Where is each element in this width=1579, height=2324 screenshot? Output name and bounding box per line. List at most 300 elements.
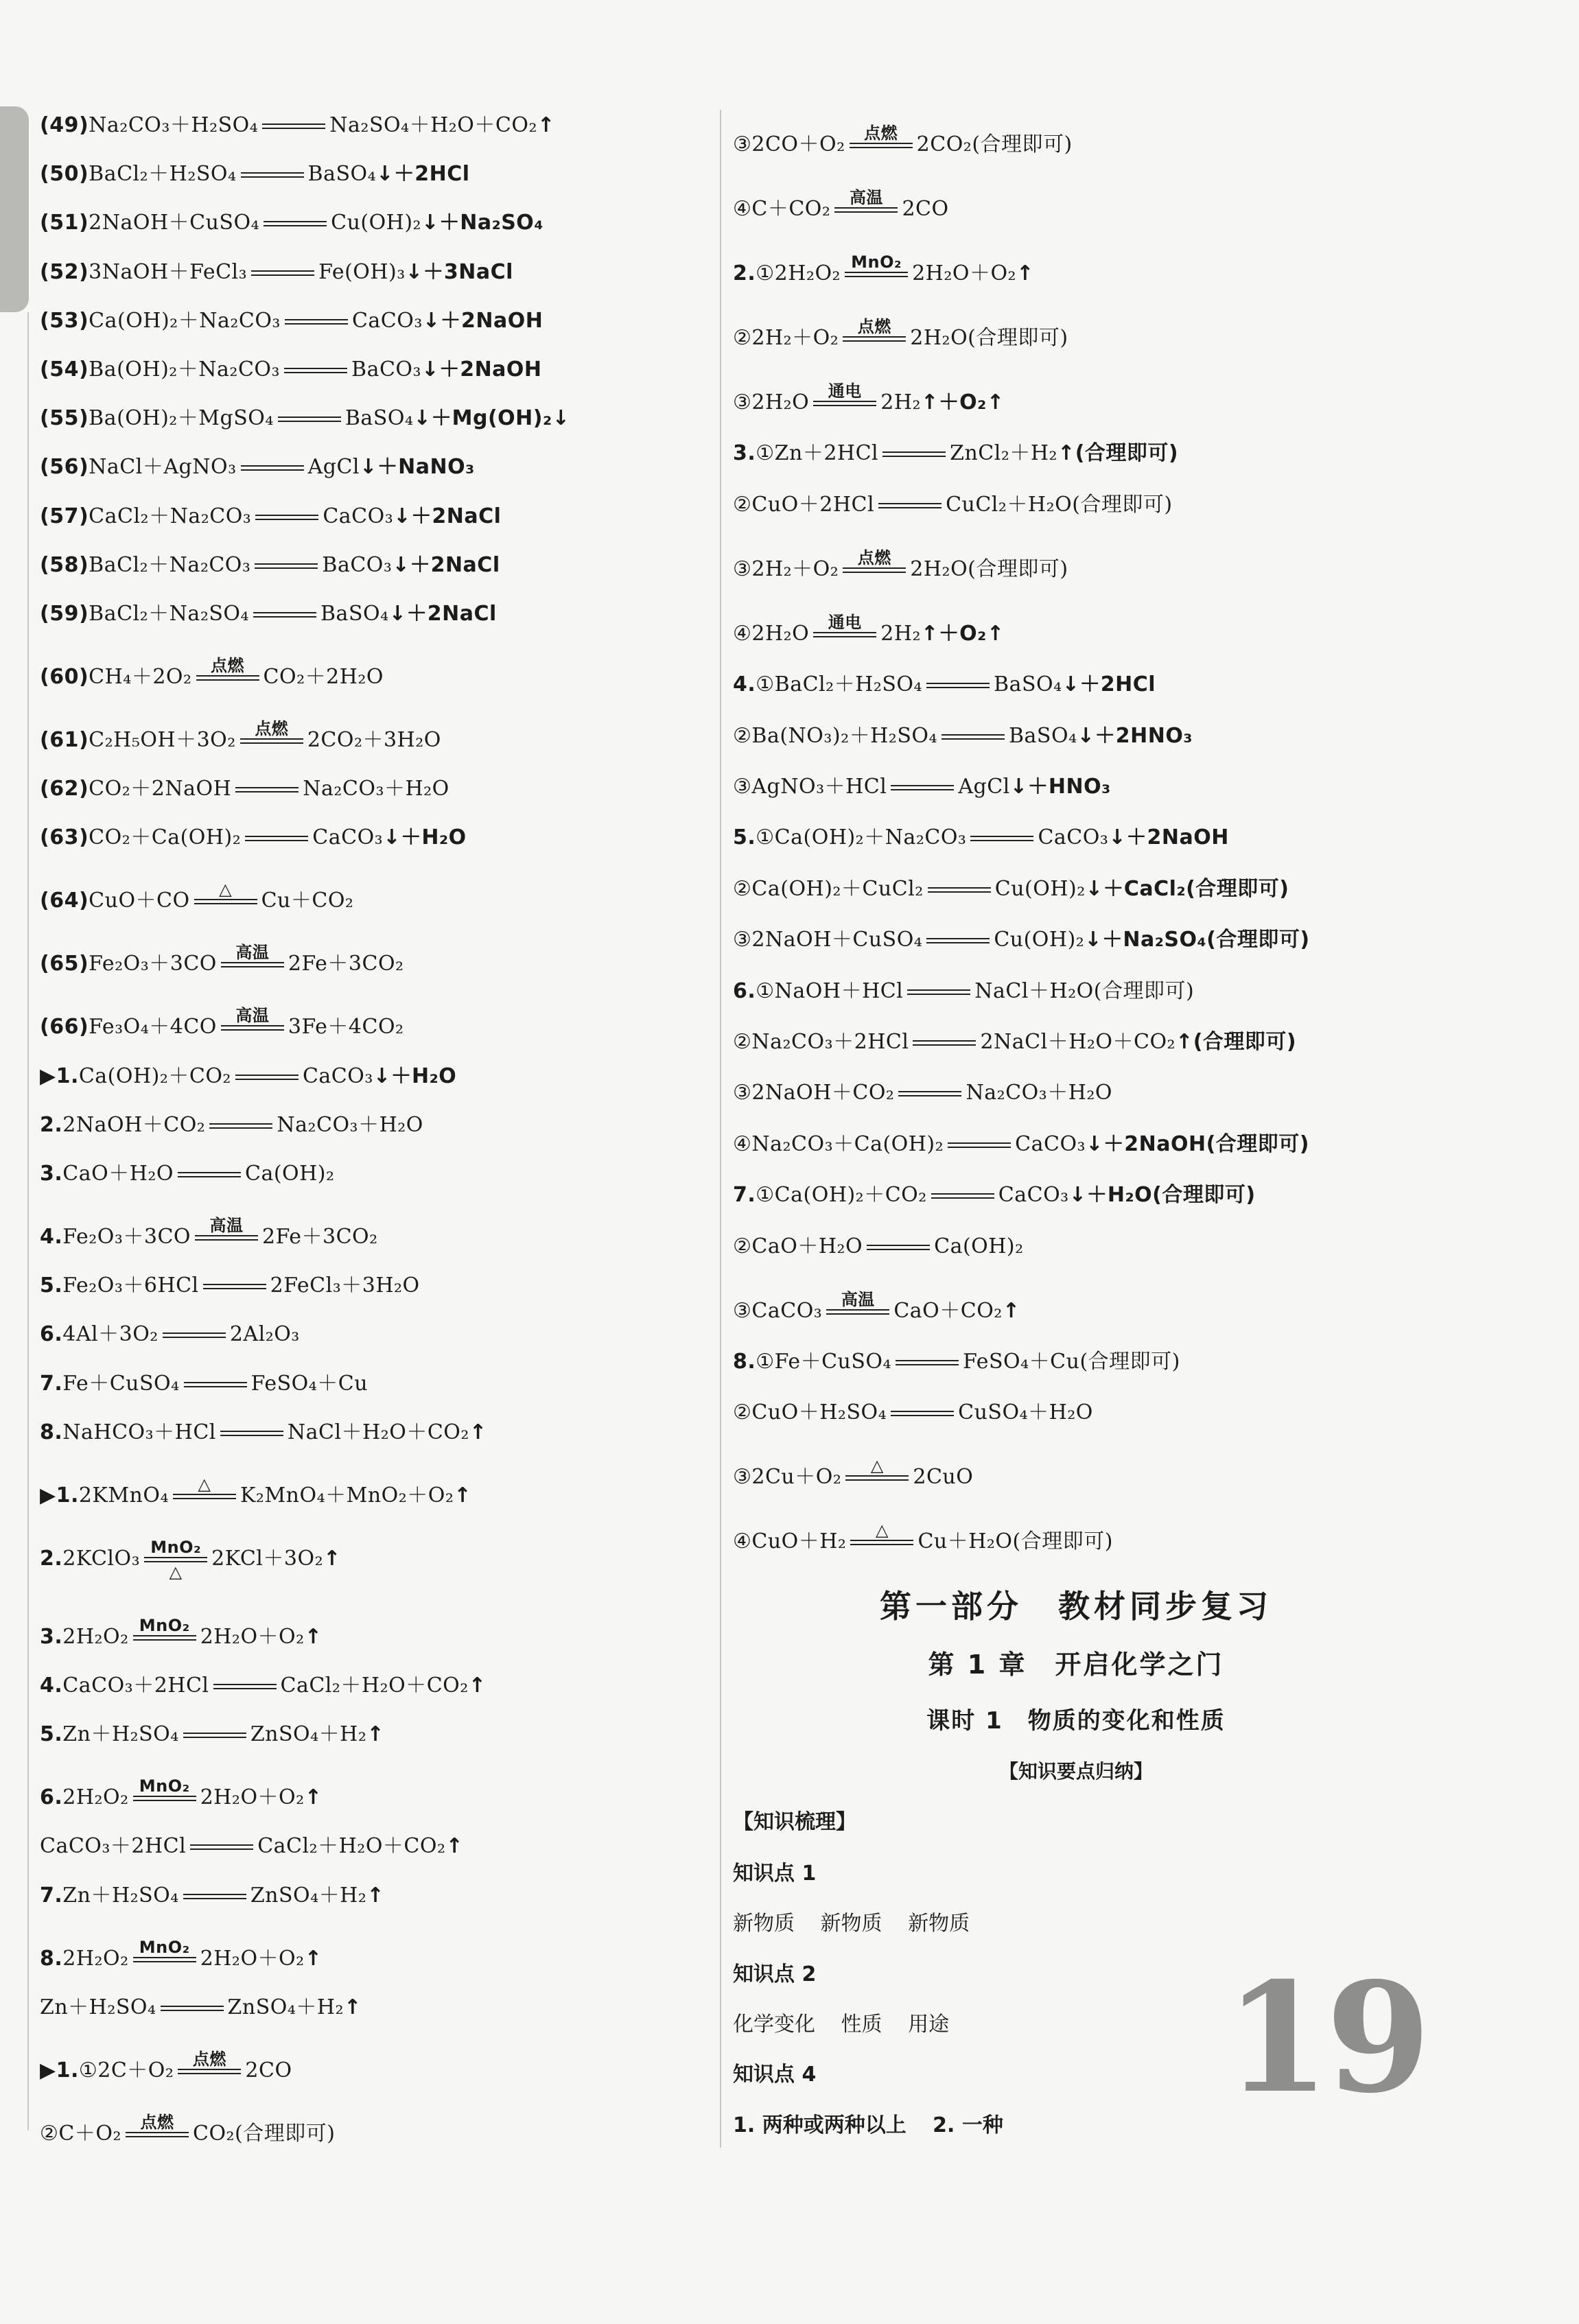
equation-label: 3. xyxy=(40,1624,63,1649)
products: 2H₂O＋O₂ xyxy=(912,261,1017,285)
equation-label: (61) xyxy=(40,728,89,752)
reaction-condition: MnO₂ xyxy=(851,253,902,272)
reaction-condition: MnO₂ xyxy=(139,1776,190,1796)
reactants: ①Ca(OH)₂＋Na₂CO₃ xyxy=(756,825,967,850)
reaction-condition: 高温 xyxy=(235,1006,270,1026)
reaction-equals-sign xyxy=(845,1456,909,1481)
products-tail: ↑ xyxy=(304,1946,323,1971)
equation-label: 8. xyxy=(40,1420,63,1444)
reaction-equals-sign xyxy=(928,887,991,893)
equation-line xyxy=(733,1185,1256,1206)
reactants: ①NaOH＋HCl xyxy=(756,978,904,1003)
reactants: ③2NaOH＋CuSO₄ xyxy=(733,928,923,952)
reactants: 4Al＋3O₂ xyxy=(62,1322,159,1347)
equation-label: (64) xyxy=(40,889,89,913)
equation-line xyxy=(733,1289,1020,1323)
kp2-answer: 化学变化 xyxy=(733,2012,815,2037)
equation-line xyxy=(733,188,949,221)
reaction-condition: 点燃 xyxy=(140,2112,174,2132)
reaction-equals-sign xyxy=(190,1844,253,1850)
reactants: ①Fe＋CuSO₄ xyxy=(756,1350,892,1374)
equation-line xyxy=(40,880,354,913)
reaction-equals-sign xyxy=(235,1075,299,1080)
chapter-title: 第 1 章 开启化学之门 xyxy=(928,1650,1224,1680)
equation-label: 8. xyxy=(40,1946,63,1971)
equation-line xyxy=(733,1236,1024,1257)
reaction-condition: 高温 xyxy=(841,1289,875,1309)
equation-line xyxy=(40,1883,384,1908)
reaction-equals-sign xyxy=(891,1411,954,1416)
reaction-equals-sign xyxy=(264,221,327,226)
reactants: ④Na₂CO₃＋Ca(OH)₂ xyxy=(733,1131,944,1156)
equation-line xyxy=(40,1273,420,1298)
reactants: CaO＋H₂O xyxy=(62,1162,174,1186)
equation-label: ▶1. xyxy=(40,1064,79,1088)
products: 2NaCl＋H₂O＋CO₂ xyxy=(980,1030,1176,1054)
products: 2CO₂＋3H₂O xyxy=(307,728,441,752)
reactants: ④C＋CO₂ xyxy=(733,197,831,221)
products: 2CO xyxy=(902,197,949,221)
equation-line xyxy=(40,1537,341,1582)
equation-label: (62) xyxy=(40,777,89,801)
products: BaCO₃ xyxy=(322,552,393,577)
reactants: ①Zn＋2HCl xyxy=(756,441,879,466)
equation-label: 5. xyxy=(40,1273,63,1298)
equation-line xyxy=(40,1474,472,1507)
products: Na₂CO₃＋H₂O xyxy=(303,777,449,801)
reaction-condition: 点燃 xyxy=(864,124,898,143)
knowledge-point-2-answers xyxy=(733,2007,968,2037)
reaction-equals-sign xyxy=(913,1040,976,1046)
reaction-equals-sign xyxy=(284,368,347,373)
reactants: 2H₂O₂ xyxy=(62,1624,129,1649)
reaction-equals-sign xyxy=(220,1431,283,1436)
reaction-equals-sign xyxy=(941,734,1005,740)
reaction-equals-sign xyxy=(843,548,906,573)
reactants: ②C＋O₂ xyxy=(40,2121,121,2146)
products-tail: ↑(合理即可) xyxy=(1176,1030,1297,1054)
reaction-equals-sign xyxy=(240,719,303,744)
equation-line xyxy=(733,777,1111,797)
equation-label: 8. xyxy=(733,1350,756,1374)
products: AgCl xyxy=(958,775,1010,799)
part-title: 第一部分 教材同步复习 xyxy=(880,1588,1272,1625)
knowledge-point-2-label: 知识点 2 xyxy=(733,1962,817,1986)
reactants: Ca(OH)₂＋Na₂CO₃ xyxy=(89,308,281,333)
products: CaCO₃ xyxy=(1015,1131,1086,1156)
reactants: 2H₂O₂ xyxy=(62,1785,129,1810)
reaction-equals-sign xyxy=(163,1333,226,1338)
kp4-answer: 1. 两种或两种以上 xyxy=(733,2113,907,2137)
reactants: CO₂＋Ca(OH)₂ xyxy=(89,825,242,850)
reaction-equals-sign xyxy=(891,785,954,790)
reactants: CH₄＋2O₂ xyxy=(89,665,192,689)
knowledge-point-4-answers xyxy=(733,2108,1022,2138)
equation-line xyxy=(40,825,467,850)
equation-line xyxy=(40,2112,336,2146)
lesson-title: 课时 1 物质的变化和性质 xyxy=(926,1707,1226,1735)
reaction-condition: △ xyxy=(219,880,233,900)
reactants: 3NaOH＋FeCl₃ xyxy=(89,259,248,284)
reactants: Ba(OH)₂＋MgSO₄ xyxy=(89,406,274,431)
reactants: ④2H₂O xyxy=(733,621,810,646)
products: 2CO xyxy=(245,2058,292,2082)
reactants: Fe₂O₃＋3CO xyxy=(89,952,217,976)
equation-line xyxy=(40,552,500,577)
reaction-equals-sign xyxy=(203,1284,266,1289)
reaction-equals-sign xyxy=(213,1684,277,1689)
products-tail: ↓＋2NaCl xyxy=(388,602,497,626)
products: CaCO₃ xyxy=(1038,825,1109,850)
products: BaSO₄ xyxy=(320,602,389,626)
reaction-equals-sign xyxy=(970,836,1033,841)
reaction-equals-sign xyxy=(126,2112,189,2137)
equation-line xyxy=(40,1724,384,1745)
review-heading: 【知识梳理】 xyxy=(733,1810,856,1834)
products-tail: ↓＋Na₂SO₄(合理即可) xyxy=(1084,928,1310,952)
knowledge-point-1-answers xyxy=(733,1906,989,1936)
products-tail: ↑ xyxy=(469,1420,487,1444)
reaction-equals-sign xyxy=(133,1937,196,1962)
equation-line xyxy=(733,1131,1309,1156)
equation-line xyxy=(40,1324,300,1345)
products-tail: ↑ xyxy=(344,1995,362,2019)
reactants: ③2H₂＋O₂ xyxy=(733,556,839,581)
products: CaCl₂＋H₂O＋CO₂ xyxy=(257,1834,446,1859)
products: 2FeCl₃＋3H₂O xyxy=(270,1273,420,1298)
reactants: CaCl₂＋Na₂CO₃ xyxy=(89,504,252,528)
products: AgCl xyxy=(307,455,360,480)
products: BaSO₄ xyxy=(344,406,414,431)
reaction-equals-sign xyxy=(898,1091,961,1096)
reactants: ③AgNO₃＋HCl xyxy=(733,775,887,799)
reaction-condition: 高温 xyxy=(235,943,270,963)
products: K₂MnO₄＋MnO₂＋O₂ xyxy=(240,1483,454,1507)
reaction-equals-sign xyxy=(253,612,316,618)
reaction-equals-sign xyxy=(178,1172,241,1177)
reactants: ①2C＋O₂ xyxy=(78,2058,174,2082)
reactants: C₂H₅OH＋3O₂ xyxy=(89,728,236,752)
equation-line xyxy=(40,164,470,185)
reactants: CuO＋CO xyxy=(89,889,190,913)
reaction-equals-sign xyxy=(183,1733,246,1738)
equation-line xyxy=(733,674,1156,695)
kp1-answer: 新物质 xyxy=(733,1912,795,1936)
products: Ca(OH)₂ xyxy=(934,1234,1024,1258)
products: 2H₂O＋O₂ xyxy=(200,1785,305,1810)
equation-line xyxy=(40,1371,369,1396)
equation-line xyxy=(40,1066,456,1087)
products-tail: ↑ xyxy=(537,113,555,137)
reaction-equals-sign xyxy=(221,1006,284,1031)
products-tail: ↓＋3NaCl xyxy=(405,259,513,284)
products: ZnSO₄＋H₂ xyxy=(227,1995,344,2019)
reactants: ③CaCO₃ xyxy=(733,1298,823,1323)
products: 2H₂O＋O₂ xyxy=(200,1624,305,1649)
reaction-condition: 点燃 xyxy=(192,2049,226,2069)
equation-label: (55) xyxy=(40,406,89,431)
equation-line xyxy=(733,253,1034,285)
products: 2Al₂O₃ xyxy=(229,1322,300,1347)
reaction-equals-sign xyxy=(194,880,257,904)
reaction-equals-sign xyxy=(161,2006,224,2011)
products-tail: ↓＋Mg(OH)₂↓ xyxy=(413,406,570,431)
equation-label: (66) xyxy=(40,1015,89,1040)
equation-label: (49) xyxy=(40,113,89,137)
products: CaCO₃ xyxy=(998,1183,1069,1208)
reaction-equals-sign xyxy=(241,172,304,178)
products: CaCO₃ xyxy=(351,308,423,333)
equation-line xyxy=(733,1032,1296,1053)
reaction-condition: 通电 xyxy=(828,382,862,401)
equation-line xyxy=(733,1402,1093,1423)
equation-line xyxy=(40,656,384,689)
products-tail: ↓＋2NaOH xyxy=(422,308,543,333)
reaction-equals-sign xyxy=(850,1521,913,1545)
equation-line xyxy=(40,115,555,136)
reactants: ②Na₂CO₃＋2HCl xyxy=(733,1030,909,1054)
reactants: ②CuO＋2HCl xyxy=(733,492,875,517)
reaction-condition: 点燃 xyxy=(857,317,891,336)
equation-line xyxy=(40,259,513,284)
equation-line xyxy=(40,408,570,429)
reaction-equals-sign xyxy=(278,416,341,422)
reaction-equals-sign xyxy=(245,836,308,841)
equation-label: 4. xyxy=(733,672,756,697)
reactants: Ca(OH)₂＋CO₂ xyxy=(78,1064,231,1088)
equation-label: (58) xyxy=(40,552,89,577)
products-tail: ↑ xyxy=(323,1546,341,1571)
products: NaCl＋H₂O(合理即可) xyxy=(974,978,1195,1003)
products: 2H₂O(合理即可) xyxy=(910,556,1068,581)
reactants: NaCl＋AgNO₃ xyxy=(89,455,237,480)
equation-label: ▶1. xyxy=(40,2058,79,2082)
reactants: Fe₃O₄＋4CO xyxy=(89,1015,217,1040)
equation-line xyxy=(40,308,543,333)
reaction-equals-sign xyxy=(813,612,876,637)
equation-line xyxy=(40,1997,362,2018)
equation-line xyxy=(733,1352,1180,1372)
reaction-equals-sign xyxy=(878,503,941,508)
equation-label: 2. xyxy=(40,1546,63,1571)
reactants: CO₂＋2NaOH xyxy=(89,777,232,801)
reactants: 2H₂O₂ xyxy=(62,1946,129,1971)
equation-label: (53) xyxy=(40,308,89,333)
reaction-equals-sign xyxy=(896,1360,959,1365)
equation-line xyxy=(40,943,404,976)
products: ZnSO₄＋H₂ xyxy=(250,1883,367,1908)
products: Cu(OH)₂ xyxy=(994,876,1086,901)
kp2-answer: 用途 xyxy=(908,2012,950,2037)
equation-label: (57) xyxy=(40,504,89,528)
equation-line xyxy=(40,1112,423,1137)
products-tail: ↓＋2HCl xyxy=(376,162,470,187)
products-tail: ↑ xyxy=(304,1785,323,1810)
products: Cu＋H₂O(合理即可) xyxy=(917,1529,1113,1554)
products: CO₂(合理即可) xyxy=(192,2121,336,2146)
equation-label: (60) xyxy=(40,665,89,689)
reactants: Na₂CO₃＋H₂SO₄ xyxy=(89,113,259,137)
reaction-equals-sign xyxy=(184,1382,247,1387)
page-number: 19 xyxy=(1225,1949,1427,2126)
kp1-answer: 新物质 xyxy=(820,1912,882,1936)
equation-line xyxy=(40,1836,463,1857)
products-tail: ↑ xyxy=(304,1624,323,1649)
equation-line xyxy=(733,612,1005,646)
products-tail: ↓＋2NaCl xyxy=(392,552,500,577)
equation-label: 7. xyxy=(40,1883,63,1908)
reaction-equals-sign xyxy=(221,943,284,967)
knowledge-point-4-label: 知识点 4 xyxy=(733,2063,817,2087)
reactants: ②Ba(NO₃)₂＋H₂SO₄ xyxy=(733,723,937,748)
products-tail: ↓＋Na₂SO₄ xyxy=(421,211,543,235)
reactants: ①BaCl₂＋H₂SO₄ xyxy=(756,672,923,697)
products-tail: ↑ xyxy=(1002,1298,1020,1323)
equation-line xyxy=(733,1521,1113,1554)
products: Na₂CO₃＋H₂O xyxy=(966,1081,1112,1105)
products: CaO＋CO₂ xyxy=(893,1298,1003,1323)
products: Ca(OH)₂ xyxy=(245,1162,335,1186)
equation-line xyxy=(40,1216,378,1249)
kp2-answer: 性质 xyxy=(841,2012,882,2037)
products: 3Fe＋4CO₂ xyxy=(288,1015,404,1040)
products-tail: ↑ xyxy=(366,1883,384,1908)
summary-heading: 【知识要点归纳】 xyxy=(998,1760,1153,1783)
equation-label: 2. xyxy=(733,261,756,285)
equation-line xyxy=(40,719,441,752)
equation-line xyxy=(40,1422,487,1443)
equation-line xyxy=(733,1456,974,1490)
column-divider xyxy=(720,110,721,2148)
products-tail: ↑＋O₂↑ xyxy=(921,621,1005,646)
reaction-condition: 通电 xyxy=(828,612,862,632)
reaction-equals-sign xyxy=(235,787,299,793)
reaction-equals-sign xyxy=(144,1537,207,1582)
products: Fe(OH)₃ xyxy=(318,259,406,284)
products-tail: ↓＋2HCl xyxy=(1062,672,1156,697)
equation-line xyxy=(733,124,1073,156)
products: CaCO₃ xyxy=(312,825,384,850)
products: 2Fe＋3CO₂ xyxy=(288,952,404,976)
equation-line xyxy=(733,317,1068,350)
products-tail: ↑(合理即可) xyxy=(1057,441,1179,466)
reaction-equals-sign xyxy=(173,1474,236,1499)
reaction-condition: 点燃 xyxy=(211,656,245,675)
reactants: Zn＋H₂SO₄ xyxy=(40,1995,156,2019)
reactants: 2KMnO₄ xyxy=(78,1483,169,1507)
reaction-condition: △ xyxy=(870,1456,884,1476)
equation-label: (50) xyxy=(40,162,89,187)
reaction-equals-sign xyxy=(826,1289,889,1315)
products: CO₂＋2H₂O xyxy=(263,665,384,689)
products-tail: ↑ xyxy=(1016,261,1034,285)
equation-line xyxy=(733,492,1173,517)
reaction-equals-sign xyxy=(926,683,990,688)
reaction-equals-sign xyxy=(867,1245,930,1250)
products: CaCO₃ xyxy=(323,504,394,528)
reactants: 2KClO₃ xyxy=(62,1546,141,1571)
equation-line xyxy=(733,876,1289,901)
reactants: BaCl₂＋Na₂CO₃ xyxy=(89,552,251,577)
reaction-condition: MnO₂ xyxy=(150,1537,202,1557)
equation-label: 5. xyxy=(40,1722,63,1747)
reactants: CaCO₃＋2HCl xyxy=(40,1834,187,1859)
products: NaCl＋H₂O＋CO₂ xyxy=(287,1420,469,1444)
reactants: NaHCO₃＋HCl xyxy=(62,1420,216,1444)
products-tail: ↓＋CaCl₂(合理即可) xyxy=(1085,876,1289,901)
reaction-equals-sign xyxy=(133,1776,196,1801)
reaction-condition: 高温 xyxy=(209,1216,244,1235)
products: CaCO₃ xyxy=(302,1064,373,1088)
equation-line xyxy=(733,825,1229,850)
products-tail: ↓＋2NaOH(合理即可) xyxy=(1086,1131,1309,1156)
reaction-equals-sign xyxy=(183,1894,246,1899)
equation-label: (65) xyxy=(40,952,89,976)
equation-line xyxy=(733,443,1178,464)
equation-label: 6. xyxy=(40,1785,63,1810)
reaction-equals-sign xyxy=(209,1123,272,1129)
reactants: BaCl₂＋H₂SO₄ xyxy=(89,162,237,187)
equation-label: (51) xyxy=(40,211,89,235)
reactants: ②2H₂＋O₂ xyxy=(733,326,839,350)
equation-label: ▶1. xyxy=(40,1483,79,1507)
equation-line xyxy=(733,1083,1112,1103)
equation-line xyxy=(40,1676,486,1696)
reaction-equals-sign xyxy=(178,2049,241,2074)
reactants: Fe₂O₃＋6HCl xyxy=(62,1273,199,1298)
products: 2H₂ xyxy=(880,390,922,414)
products: 2CO₂(合理即可) xyxy=(916,132,1073,156)
equation-label: 6. xyxy=(40,1322,63,1347)
reaction-equals-sign xyxy=(931,1193,994,1199)
equation-label: 2. xyxy=(40,1112,63,1137)
reactants: ④CuO＋H₂ xyxy=(733,1529,847,1554)
equation-label: 4. xyxy=(40,1674,63,1698)
equation-line xyxy=(40,2049,292,2082)
products: Cu(OH)₂ xyxy=(994,928,1085,952)
products: CuSO₄＋H₂O xyxy=(958,1400,1093,1425)
reaction-equals-sign xyxy=(948,1142,1011,1148)
reactants: ③2NaOH＋CO₂ xyxy=(733,1081,895,1105)
reaction-condition: 高温 xyxy=(849,188,883,207)
equation-line xyxy=(40,779,449,799)
kp4-answer: 2. 一种 xyxy=(933,2113,1003,2137)
reaction-equals-sign xyxy=(133,1615,196,1641)
equation-line xyxy=(733,930,1310,950)
reaction-equals-sign xyxy=(255,563,318,569)
reactants: ②Ca(OH)₂＋CuCl₂ xyxy=(733,876,924,901)
equation-line xyxy=(40,1164,335,1184)
margin-line xyxy=(27,312,29,2131)
equation-label: 7. xyxy=(40,1371,63,1396)
reaction-equals-sign xyxy=(251,270,314,276)
products: BaCO₃ xyxy=(351,357,422,382)
reactants: Fe₂O₃＋3CO xyxy=(62,1225,191,1249)
products: FeSO₄＋Cu xyxy=(250,1371,369,1396)
products-tail: ↓＋H₂O(合理即可) xyxy=(1068,1183,1256,1208)
equation-line xyxy=(40,1776,323,1810)
equation-label: 3. xyxy=(733,441,756,466)
reaction-equals-sign xyxy=(845,253,908,277)
reaction-equals-sign xyxy=(241,465,304,471)
reactants: ②CuO＋H₂SO₄ xyxy=(733,1400,887,1425)
reaction-condition: 点燃 xyxy=(857,548,891,567)
products: 2KCl＋3O₂ xyxy=(211,1546,324,1571)
equation-line xyxy=(40,1006,404,1040)
reactants: ③2Cu＋O₂ xyxy=(733,1465,842,1490)
products: CuCl₂＋H₂O(合理即可) xyxy=(946,492,1173,517)
products-tail: ↑＋O₂↑ xyxy=(921,390,1005,414)
